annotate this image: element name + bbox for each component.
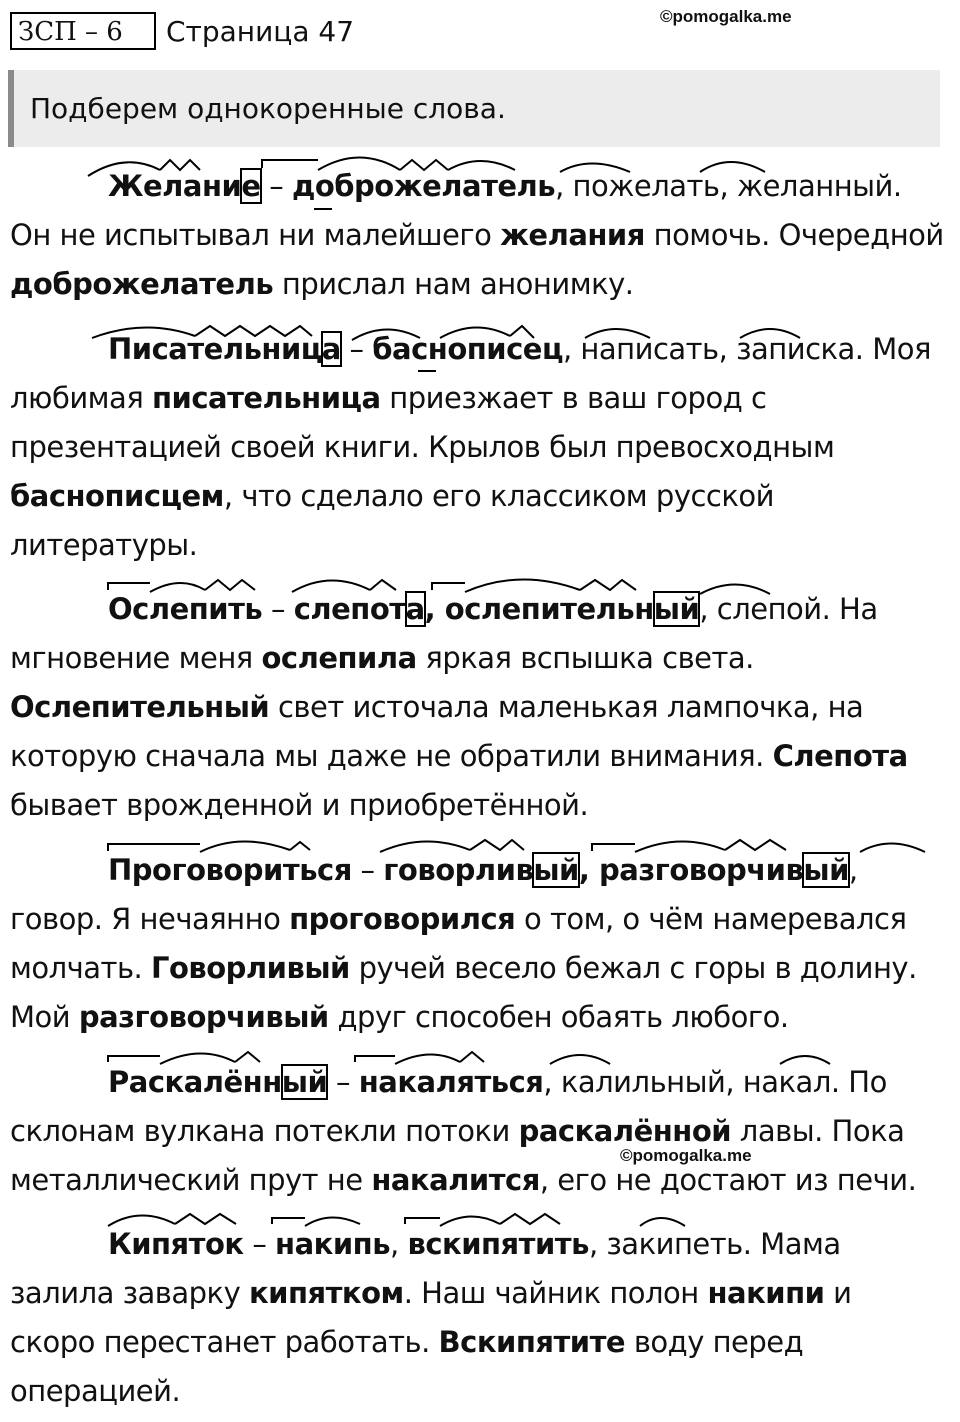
ending-box: ый	[803, 853, 849, 887]
keyword: баснописцем	[10, 479, 224, 513]
text-run: друг способен обаять любого.	[328, 1000, 789, 1034]
keyword: ослепительн	[444, 592, 654, 626]
keyword: накалится	[371, 1163, 540, 1197]
text-run: –	[351, 853, 384, 887]
text-run: воду перед операцией.	[10, 1325, 804, 1408]
keyword: Ослепительный	[10, 690, 270, 724]
keyword: Проговориться	[108, 853, 352, 887]
keyword: Желани	[108, 169, 242, 203]
text-run: , слепой. На мгновение меня	[10, 592, 878, 675]
keyword: кипятком	[248, 1276, 404, 1310]
keyword: говорлив	[383, 853, 534, 887]
ending-box: а	[321, 332, 341, 366]
paragraph-3	[10, 585, 945, 830]
text-run: ,	[390, 1227, 408, 1261]
text-run: о том, о чём намеревался молчать.	[10, 902, 907, 985]
exercise-code: ЗСП – 6	[10, 12, 156, 50]
text-run: прислал нам анонимку.	[273, 267, 634, 301]
keyword: Раскалённ	[108, 1065, 282, 1099]
watermark-top: ©pomogalka.me	[660, 7, 792, 26]
text-run: , что сделало его классиком русской литературы.	[10, 479, 774, 562]
text-run: свет источала маленькая лампочка, на которую сначала мы даже не обратили внимания.	[10, 690, 864, 773]
keyword: слепот	[293, 592, 406, 626]
keyword: Слепота	[772, 739, 908, 773]
ending-box: а	[405, 592, 425, 626]
page-number-label: Страница 47	[166, 14, 355, 48]
text-run: бывает врожденной и приобретённой.	[10, 788, 589, 822]
text-run: –	[327, 1065, 359, 1099]
ending-box: ый	[533, 853, 579, 887]
text-run: яркая вспышка света.	[416, 641, 754, 675]
paragraph-1	[10, 162, 945, 309]
paragraph-6	[10, 1220, 945, 1416]
keyword: Кипяток	[108, 1227, 244, 1261]
text-run: , пожелать, желанный. Он не испытывал ни малейшего	[10, 169, 902, 252]
keyword: баснописец	[372, 332, 563, 366]
keyword: доброжелатель	[291, 169, 556, 203]
keyword: писательница	[152, 381, 381, 415]
text-run: –	[340, 332, 373, 366]
paragraph-5	[10, 1058, 945, 1205]
keyword: желания	[500, 218, 645, 252]
ending-box: е	[241, 169, 261, 203]
keyword: Говорливый	[150, 951, 350, 985]
text-run: , его не достают из печи.	[539, 1163, 917, 1197]
text-run: ручей весело бежал с горы в долину. Мой	[10, 951, 917, 1034]
keyword: проговорился	[289, 902, 516, 936]
text-run: –	[262, 592, 294, 626]
task-text: Подберем однокоренные слова.	[30, 92, 506, 125]
text-run: лавы. Пока металлический прут не	[10, 1114, 905, 1197]
text-run: –	[260, 169, 292, 203]
text-run: . Наш чайник полон	[403, 1276, 708, 1310]
keyword: доброжелатель	[10, 267, 274, 301]
text-run: и скоро перестанет работать.	[10, 1276, 852, 1359]
keyword: накаляться	[358, 1065, 544, 1099]
page-header	[10, 10, 354, 52]
keyword: ,	[578, 853, 599, 887]
keyword: накипь	[275, 1227, 391, 1261]
text-run: , закипеть. Мама залила заварку	[10, 1227, 841, 1310]
ending-box: ый	[653, 592, 700, 626]
keyword: разговорчивый	[78, 1000, 329, 1034]
text-run: , калильный, накал. По склонам вулкана потекли потоки	[10, 1065, 887, 1148]
watermark-middle: ©pomogalka.me	[620, 1146, 752, 1165]
keyword: ,	[424, 592, 445, 626]
task-banner	[8, 70, 940, 147]
keyword: вскипятить	[407, 1227, 589, 1261]
keyword: ослепила	[261, 641, 417, 675]
keyword: Писательниц	[108, 332, 322, 366]
text-run: , говор. Я нечаянно	[10, 853, 858, 936]
text-run: , написать, записка. Моя любимая	[10, 332, 931, 415]
keyword: Вскипятите	[438, 1325, 626, 1359]
keyword: Ослепить	[108, 592, 263, 626]
paragraph-2	[10, 325, 945, 570]
ending-box: ый	[281, 1065, 328, 1099]
text-run: –	[243, 1227, 276, 1261]
keyword: разговорчив	[598, 853, 804, 887]
text-run: приезжает в ваш город с презентацией своей книги. Крылов был превосходным	[10, 381, 835, 464]
keyword: накипи	[707, 1276, 825, 1310]
text-run: помочь. Очередной	[644, 218, 944, 252]
keyword: раскалённой	[518, 1114, 732, 1148]
paragraph-4	[10, 846, 945, 1042]
